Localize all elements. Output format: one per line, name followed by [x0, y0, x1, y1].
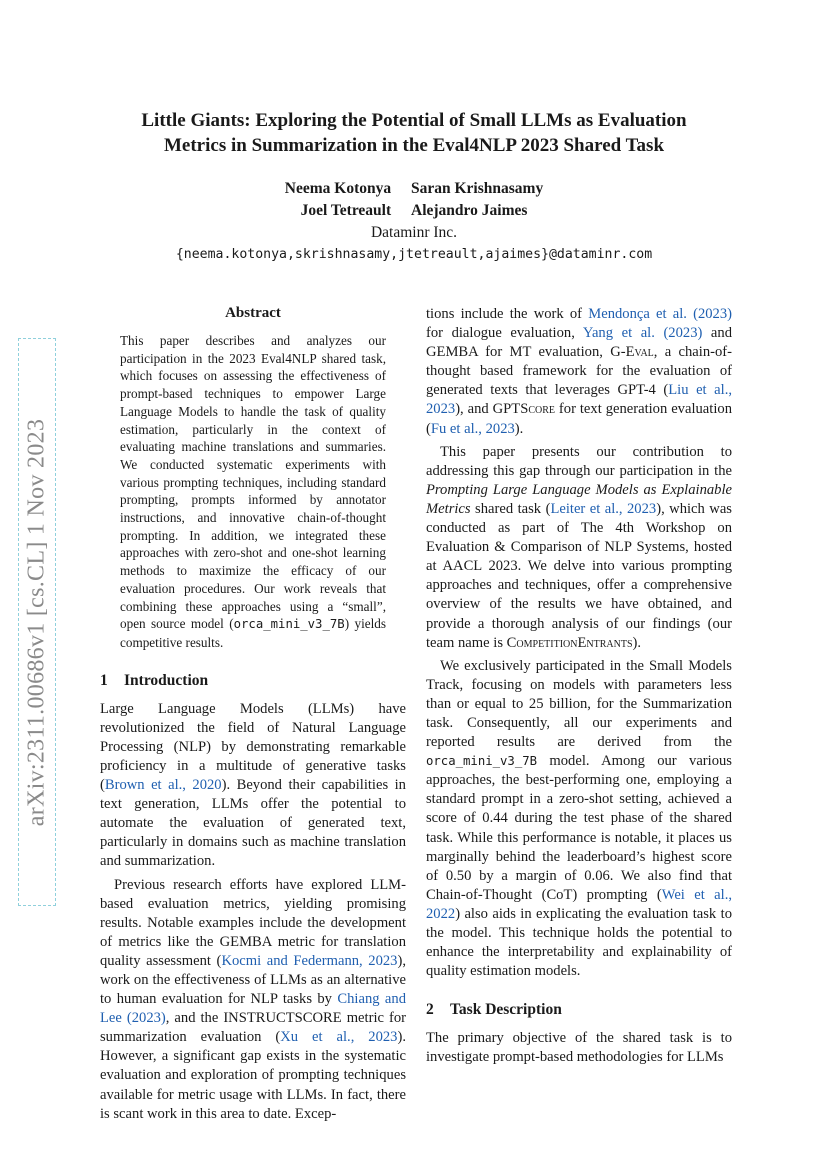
paragraph	[426, 657, 732, 982]
paragraph	[426, 443, 732, 653]
abstract-heading: Abstract	[225, 305, 281, 321]
title-line-2: Metrics in Summarization in the Eval4NLP 2023 Shared Task	[163, 135, 665, 156]
task-name: Prompting Large Language Models as Explainable Metrics	[426, 481, 732, 517]
author-name: Alejandro Jaimes	[411, 202, 528, 219]
text-run: Large Language Models (LLMs) have revolutionized the field of Natural Language Processing (NLP) by demonstrating remarkable proficiency in a multitude of generative tasks (	[100, 700, 406, 794]
text-run: ), which was conducted as part of The 4th Workshop on Evaluation & Comparison of NLP Systems, hosted at AACL 2023. We delve into various prompting approaches and techniques, offer a comprehensive overview of the results we have obtained, and provide a thorough analysis of our findings (our team name is	[426, 500, 732, 651]
model-name-code: orca_mini_v3_7B	[426, 754, 538, 769]
author-block	[100, 178, 728, 266]
text-run: shared task (	[470, 500, 551, 517]
citation-link[interactable]: Liu et al., 2023	[426, 382, 732, 418]
abstract-text	[120, 332, 386, 652]
citation-link[interactable]: Yang et al. (2023)	[582, 325, 703, 342]
section-title: Introduction	[124, 671, 209, 689]
citation-link[interactable]: Kocmi and Federmann, 2023	[221, 952, 398, 969]
text-run: ). However, a significant gap exists in the systematic evaluation and exploration of prompting techniques available for metric usage with LLMs. In fact, there is scant work in this area to date. Excep-	[100, 1029, 406, 1122]
text-run: for text generation evaluation (	[426, 401, 732, 437]
metric-name: Score	[520, 401, 555, 418]
section-title: Task Description	[450, 1001, 562, 1019]
paragraph	[100, 876, 406, 1124]
citation-link[interactable]: Wei et al., 2022	[426, 886, 733, 922]
abstract	[100, 305, 406, 652]
text-run: , a chain-of-thought based framework for the evaluation of generated texts that leverages GPT-4 (	[426, 344, 732, 399]
abstract-text-part: This paper describes and analyzes our participation in the 2023 Eval4NLP shared task, which focuses on assessing the effectiveness of prompt-based techniques to empower Large Language Models to handle the task of quality estimation, particularly in the context of evaluating machine translations and summaries. We conducted systematic experiments with various prompting techniques, including standard prompting, prompts informed by annotator instructions, and innovative chain-of-thought prompting. In addition, we integrated these approaches with zero-shot and one-shot learning methods to maximize the efficacy of our evaluation procedures. Our work reveals that combining these approaches using a “small”, open source model (	[120, 333, 386, 632]
abstract-text-part: ) yields competitive results.	[120, 616, 386, 650]
affiliation: Dataminr Inc.	[370, 224, 458, 241]
citation-link[interactable]: Brown et al., 2020	[104, 777, 222, 794]
section-number: 2	[426, 1001, 434, 1019]
citation-link[interactable]: Fu et al., 2023	[430, 420, 515, 437]
citation-link[interactable]: Leiter et al., 2023	[550, 500, 657, 517]
right-column	[426, 305, 732, 1067]
text-run: tions include the work of	[426, 306, 589, 322]
title-line-1: Little Giants: Exploring the Potential of Small LLMs as Evaluation	[141, 110, 687, 131]
paragraph	[100, 700, 406, 872]
arxiv-identifier: arXiv:2311.00686v1 [cs.CL] 1 Nov 2023	[23, 418, 50, 826]
author-name: Saran Krishnasamy	[410, 180, 544, 197]
text-run: ), and GPT	[455, 401, 521, 418]
section-number: 1	[100, 671, 108, 689]
author-name: Joel Tetreault	[300, 202, 392, 219]
text-run: We exclusively participated in the Small Models Track, focusing on models with parameters less than or equal to 25 billion, for the Summarization task. Consequently, all our experiments and reported results are derived from the	[426, 657, 732, 751]
text-run: model. Among our various approaches, the best-performing one, employing a standard prompt in a zero-shot setting, achieved a score of 0.44 during the test phase of the shared task. While this performance is notable, it places us marginally behind the leaderboard’s highest score of 0.50 by a margin of 0.06. We also find that Chain-of-Thought (CoT) prompting (	[426, 753, 732, 903]
citation-link[interactable]: Mendonça et al. (2023)	[588, 306, 732, 322]
section-heading-introduction	[100, 672, 406, 690]
text-run: ).	[632, 634, 642, 651]
text-run: ). Beyond their capabilities in text generation, LLMs offer the potential to automate the evaluation of generated text, particularly in domains such as machine translation and summarization.	[100, 777, 406, 870]
author-emails: {neema.kotonya,skrishnasamy,jtetreault,ajaimes}@dataminr.com	[175, 247, 653, 262]
text-run: ) also aids in explicating the evaluation task to the model. This technique holds the potential to enhance the interpretability and explainability of quality estimation models.	[426, 905, 732, 980]
paragraph: The primary objective of the shared task is to investigate prompt-based methodologies for LLMs	[426, 1030, 732, 1066]
author-row-1	[100, 178, 728, 200]
left-column	[100, 305, 406, 1124]
text-run: , and the INSTRUCTSCORE metric for summarization evaluation (	[100, 1010, 406, 1046]
author-name: Neema Kotonya	[284, 180, 392, 197]
section-heading-task-description	[426, 1001, 732, 1019]
team-name: CompetitionEntrants	[506, 634, 633, 651]
model-name-code: orca_mini_v3_7B	[233, 617, 345, 632]
author-row-2	[100, 200, 728, 222]
citation-link[interactable]: Chiang and Lee (2023)	[100, 991, 406, 1027]
text-run: This paper presents our contribution to addressing this gap through our participation in the	[426, 443, 732, 479]
metric-name: Eval	[625, 344, 654, 361]
citation-link[interactable]: Xu et al., 2023	[280, 1029, 398, 1046]
text-run: ), work on the effectiveness of LLMs as an alternative to human evaluation for NLP tasks by	[100, 952, 406, 1008]
paper-title	[100, 108, 728, 158]
text-run: Previous research efforts have explored LLM-based evaluation metrics, yielding promising results. Notable examples include the development of metrics like the GEMBA metric for translation quality assessment (	[100, 876, 406, 969]
paragraph	[426, 305, 732, 439]
arxiv-stamp	[18, 338, 56, 906]
text-run: for dialogue evaluation,	[426, 325, 583, 342]
text-run: ).	[514, 420, 524, 437]
text-run: and GEMBA for MT evaluation, G-	[426, 325, 732, 361]
